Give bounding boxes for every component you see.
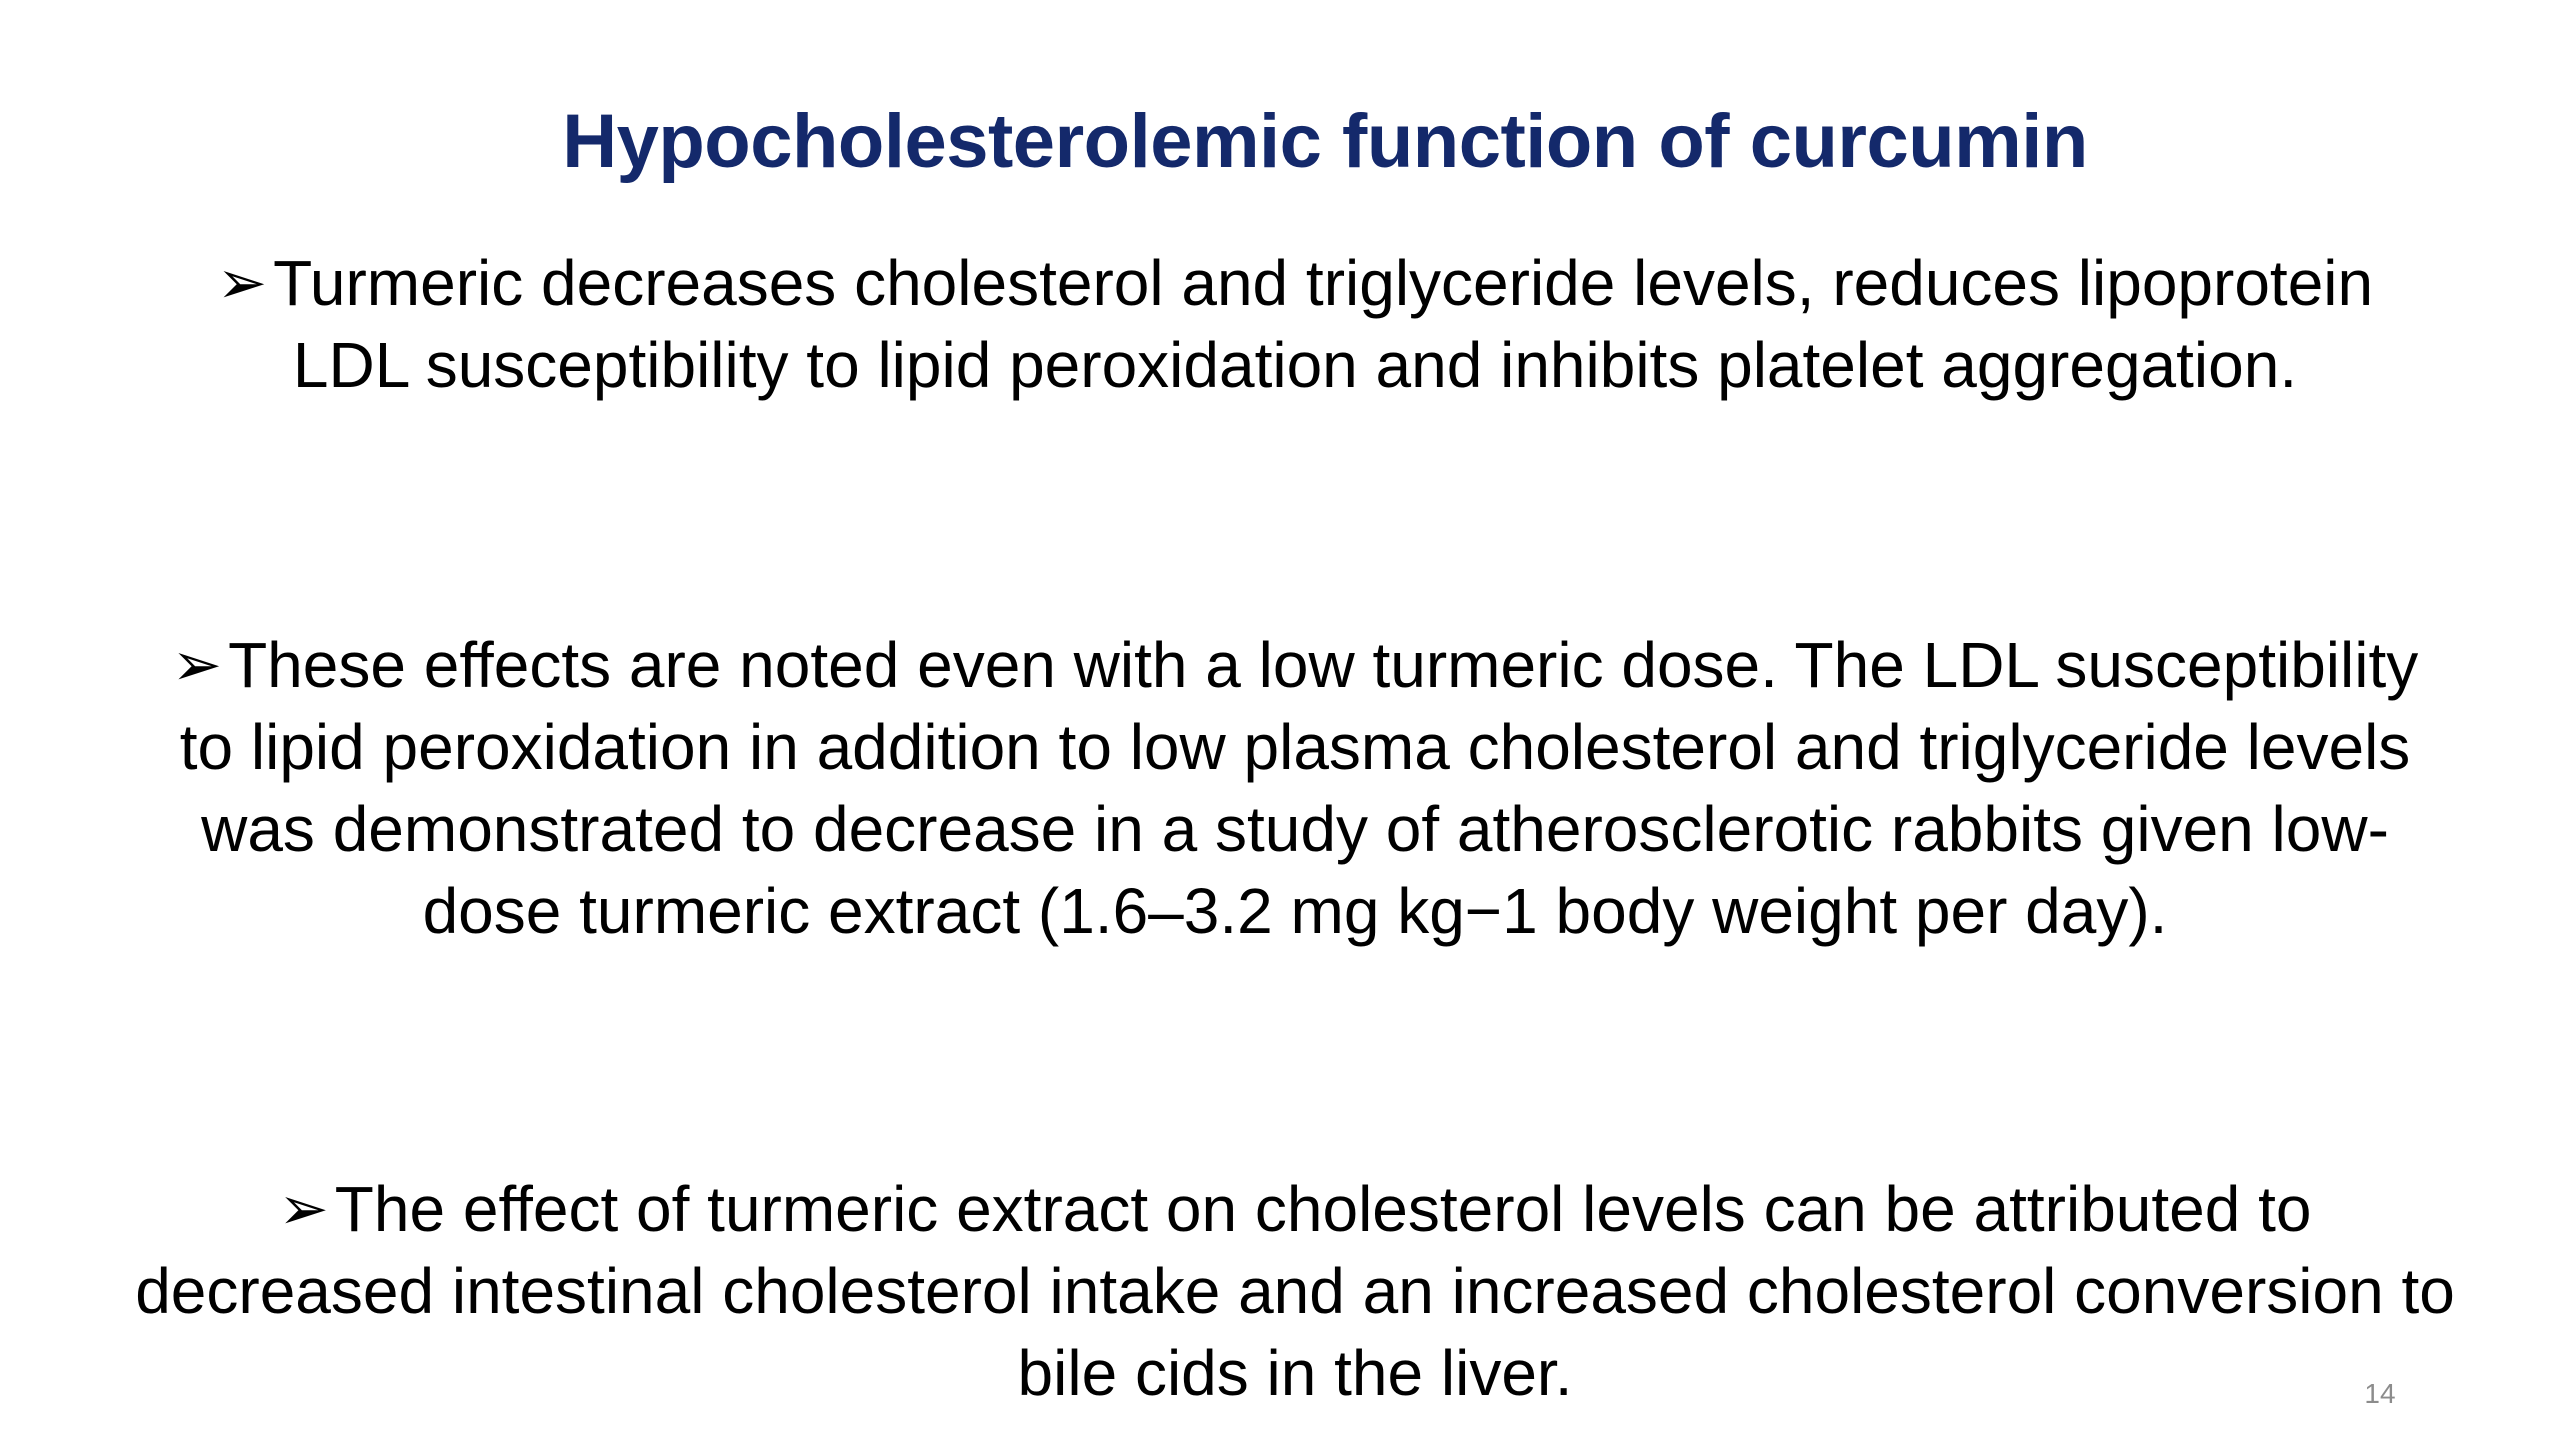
arrow-bullet-icon: ➢ <box>278 1175 329 1242</box>
page-number: 14 <box>2364 1378 2396 1409</box>
bullet-text-3: The effect of turmeric extract on cholesterol levels can be attributed to decreased intestinal cholesterol intake and an increased cholesterol conversion to bile cids in the liver. <box>135 1173 2455 1409</box>
bullet-point-1 <box>150 242 2440 406</box>
bullet-text-1: Turmeric decreases cholesterol and triglyceride levels, reduces lipoprotein LDL susceptibility to lipid peroxidation and inhibits platelet aggregation. <box>273 247 2374 401</box>
bullet-text-2: These effects are noted even with a low turmeric dose. The LDL susceptibility to lipid peroxidation in addition to low plasma cholesterol and triglyceride levels was demonstrated to decrease in a study of atherosclerotic rabbits given low-dose turmeric extract (1.6–3.2 mg kg−1 body weight per day). <box>179 629 2419 947</box>
bullet-point-3 <box>130 1168 2460 1414</box>
arrow-bullet-icon: ➢ <box>216 249 268 316</box>
bullet-point-2 <box>150 624 2440 952</box>
slide-title: Hypocholesterolemic function of curcumin <box>562 99 2088 184</box>
arrow-bullet-icon: ➢ <box>171 631 223 698</box>
